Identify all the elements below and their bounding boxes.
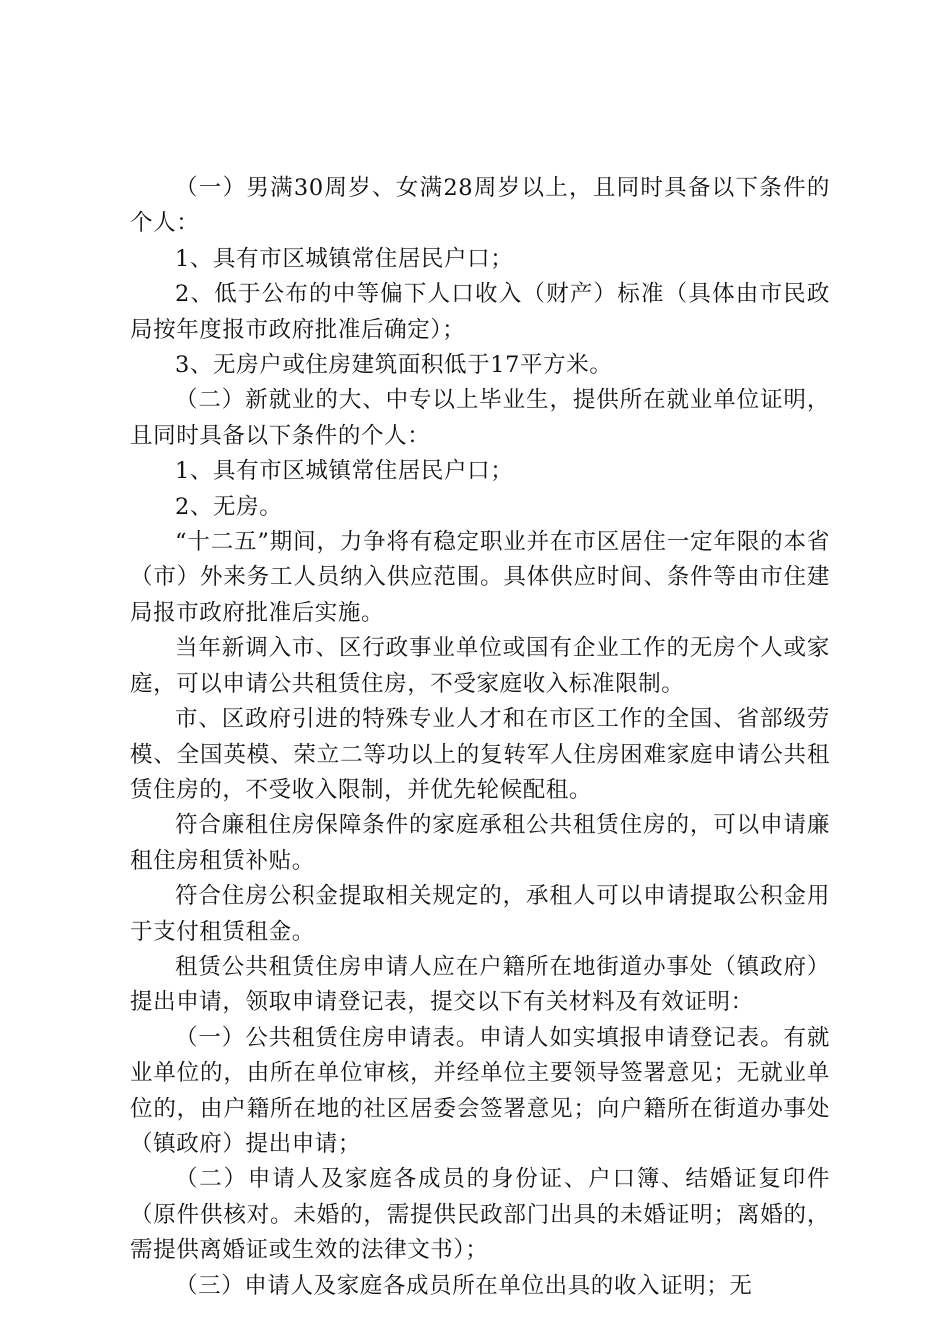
paragraph-2: 1、具有市区城镇常住居民户口； [175, 245, 514, 272]
paragraph-7: 2、无房。 [175, 493, 283, 520]
paragraph-15: （二）申请人及家庭各成员的身份证、户口簿、结婚证复印件（原件供核对。未婚的，需提供民政部门出具的未婚证明；离婚的，需提供离婚证或生效的法律文书）； [130, 1166, 830, 1264]
paragraph-12: 符合住房公积金提取相关规定的，承租人可以申请提取公积金用于支付租赁租金。 [130, 883, 830, 945]
paragraph-14: （一）公共租赁住房申请表。申请人如实填报申请登记表。有就业单位的，由所在单位审核，并经单位主要领导签署意见；无就业单位的，由户籍所在地的社区居委会签署意见；向户籍所在街道办事处（镇政府）提出申请； [130, 1024, 830, 1157]
paragraph-9: 当年新调入市、区行政事业单位或国有企业工作的无房个人或家庭，可以申请公共租赁住房，不受家庭收入标准限制。 [130, 635, 830, 697]
paragraph-13: 租赁公共租赁住房申请人应在户籍所在地街道办事处（镇政府）提出申请，领取申请登记表，提交以下有关材料及有效证明： [130, 953, 830, 1016]
paragraph-4: 3、无房户或住房建筑面积低于17平方米。 [175, 352, 613, 379]
paragraph-11: 符合廉租住房保障条件的家庭承租公共租赁住房的，可以申请廉租住房租赁补贴。 [130, 812, 830, 874]
paragraph-6: 1、具有市区城镇常住居民户口； [175, 458, 514, 485]
paragraph-10: 市、区政府引进的特殊专业人才和在市区工作的全国、省部级劳模、全国英模、荣立二等功以上的复转军人住房困难家庭申请公共租赁住房的，不受收入限制，并优先轮候配租。 [130, 706, 830, 803]
paragraph-5: （二）新就业的大、中专以上毕业生，提供所在就业单位证明，且同时具备以下条件的个人： [130, 387, 830, 449]
paragraph-16: （三）申请人及家庭各成员所在单位出具的收入证明；无 [175, 1272, 753, 1299]
paragraph-8: “十二五”期间，力争将有稳定职业并在市区居住一定年限的本省（市）外来务工人员纳入供应范围。具体供应时间、条件等由市住建局报市政府批准后实施。 [130, 529, 830, 626]
document-body [130, 171, 830, 1304]
paragraph-3: 2、低于公布的中等偏下人口收入（财产）标准（具体由市民政局按年度报市政府批准后确定）； [130, 281, 830, 343]
paragraph-1: （一）男满30周岁、女满28周岁以上，且同时具备以下条件的个人： [130, 175, 830, 237]
